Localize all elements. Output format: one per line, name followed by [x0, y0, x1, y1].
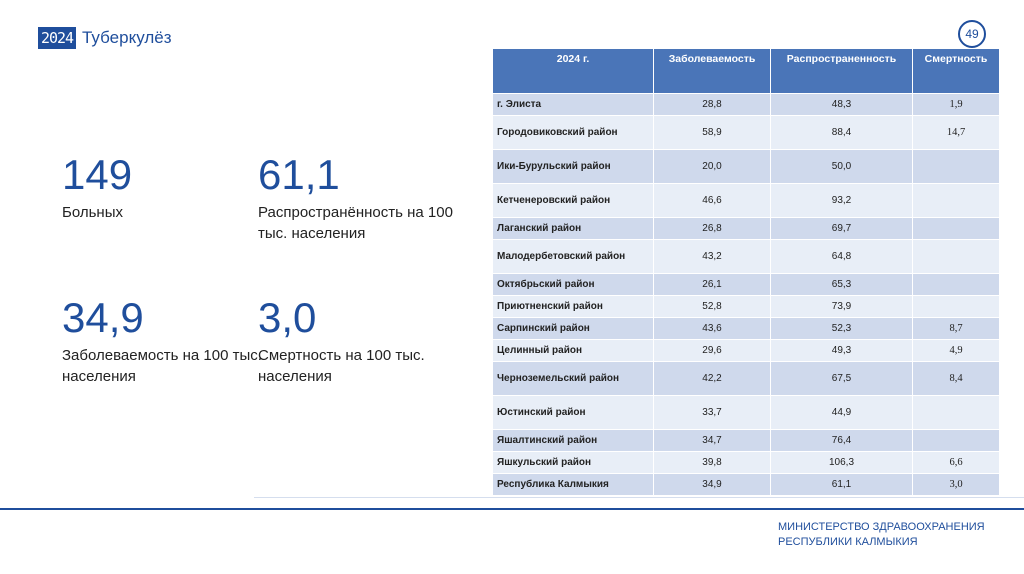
district-name-cell: Юстинский район [493, 396, 654, 430]
incidence-cell: 46,6 [654, 184, 771, 218]
district-name-cell: Лаганский район [493, 218, 654, 240]
mortality-cell: 8,4 [913, 362, 1000, 396]
district-name-cell: Республика Калмыкия [493, 474, 654, 496]
prevalence-cell: 76,4 [771, 430, 913, 452]
mortality-cell: 8,7 [913, 318, 1000, 340]
table-row [493, 94, 1000, 116]
patients-count-label: Больных [62, 204, 123, 221]
page-number: 49 [958, 20, 986, 48]
district-name-cell: Яшалтинский район [493, 430, 654, 452]
district-name-cell: Октябрьский район [493, 274, 654, 296]
table-row [493, 340, 1000, 362]
prevalence-cell: 69,7 [771, 218, 913, 240]
incidence-cell: 26,8 [654, 218, 771, 240]
incidence-cell: 39,8 [654, 452, 771, 474]
incidence-cell: 58,9 [654, 116, 771, 150]
incidence-cell: 43,6 [654, 318, 771, 340]
mortality-cell [913, 184, 1000, 218]
tuberculosis-table [492, 48, 1000, 496]
district-name-cell: Сарпинский район [493, 318, 654, 340]
table-row [493, 452, 1000, 474]
prevalence-cell: 88,4 [771, 116, 913, 150]
mortality-cell [913, 274, 1000, 296]
table-row [493, 150, 1000, 184]
mortality-cell [913, 296, 1000, 318]
table-row [493, 184, 1000, 218]
mortality-cell [913, 150, 1000, 184]
incidence-label: Заболеваемость на 100 тыс. населения [62, 347, 262, 385]
column-header-prevalence: Распространенность [771, 49, 913, 94]
prevalence-cell: 61,1 [771, 474, 913, 496]
prevalence-cell: 65,3 [771, 274, 913, 296]
table-row [493, 274, 1000, 296]
prevalence-cell: 106,3 [771, 452, 913, 474]
table-row [493, 474, 1000, 496]
column-header-mortality: Смертность [913, 49, 1000, 94]
mortality-cell: 14,7 [913, 116, 1000, 150]
section-title: Туберкулёз [82, 28, 172, 47]
table-row [493, 362, 1000, 396]
patients-count-value: 149 [62, 151, 133, 198]
prevalence-cell: 49,3 [771, 340, 913, 362]
divider-thin [254, 497, 1024, 498]
incidence-value: 34,9 [62, 294, 144, 341]
district-name-cell: Черноземельский район [493, 362, 654, 396]
district-name-cell: Приютненский район [493, 296, 654, 318]
mortality-cell: 6,6 [913, 452, 1000, 474]
incidence-cell: 33,7 [654, 396, 771, 430]
incidence-cell: 29,6 [654, 340, 771, 362]
district-name-cell: Малодербетовский район [493, 240, 654, 274]
prevalence-cell: 44,9 [771, 396, 913, 430]
district-name-cell: Яшкульский район [493, 452, 654, 474]
incidence-cell: 34,7 [654, 430, 771, 452]
table-row [493, 396, 1000, 430]
prevalence-cell: 64,8 [771, 240, 913, 274]
incidence-cell: 43,2 [654, 240, 771, 274]
prevalence-cell: 67,5 [771, 362, 913, 396]
incidence-cell: 28,8 [654, 94, 771, 116]
prevalence-value: 61,1 [258, 151, 340, 198]
table-row [493, 218, 1000, 240]
mortality-cell: 1,9 [913, 94, 1000, 116]
column-header-year: 2024 г. [493, 49, 654, 94]
footer-divider [0, 508, 1024, 510]
prevalence-label: Распространённость на 100 тыс. населения [258, 204, 453, 242]
district-name-cell: Ики-Бурульский район [493, 150, 654, 184]
incidence-cell: 26,1 [654, 274, 771, 296]
mortality-cell [913, 396, 1000, 430]
incidence-cell: 34,9 [654, 474, 771, 496]
table-row [493, 318, 1000, 340]
ministry-name: МИНИСТЕРСТВО ЗДРАВООХРАНЕНИЯ РЕСПУБЛИКИ КАЛМЫКИЯ [778, 521, 985, 548]
prevalence-cell: 50,0 [771, 150, 913, 184]
table-row [493, 240, 1000, 274]
table-row [493, 296, 1000, 318]
mortality-cell [913, 218, 1000, 240]
district-name-cell: Городовиковский район [493, 116, 654, 150]
incidence-cell: 52,8 [654, 296, 771, 318]
prevalence-cell: 48,3 [771, 94, 913, 116]
prevalence-cell: 93,2 [771, 184, 913, 218]
year-badge: 2024 [38, 27, 76, 49]
table-row [493, 116, 1000, 150]
table-row [493, 430, 1000, 452]
incidence-cell: 20,0 [654, 150, 771, 184]
district-name-cell: г. Элиста [493, 94, 654, 116]
incidence-cell: 42,2 [654, 362, 771, 396]
mortality-label: Смертность на 100 тыс. населения [258, 347, 425, 385]
table-header-row [493, 49, 1000, 94]
mortality-value: 3,0 [258, 294, 317, 341]
mortality-cell: 3,0 [913, 474, 1000, 496]
prevalence-cell: 73,9 [771, 296, 913, 318]
mortality-cell [913, 430, 1000, 452]
district-name-cell: Целинный район [493, 340, 654, 362]
mortality-cell [913, 240, 1000, 274]
prevalence-cell: 52,3 [771, 318, 913, 340]
column-header-incidence: Заболеваемость [654, 49, 771, 94]
district-name-cell: Кетченеровский район [493, 184, 654, 218]
mortality-cell: 4,9 [913, 340, 1000, 362]
